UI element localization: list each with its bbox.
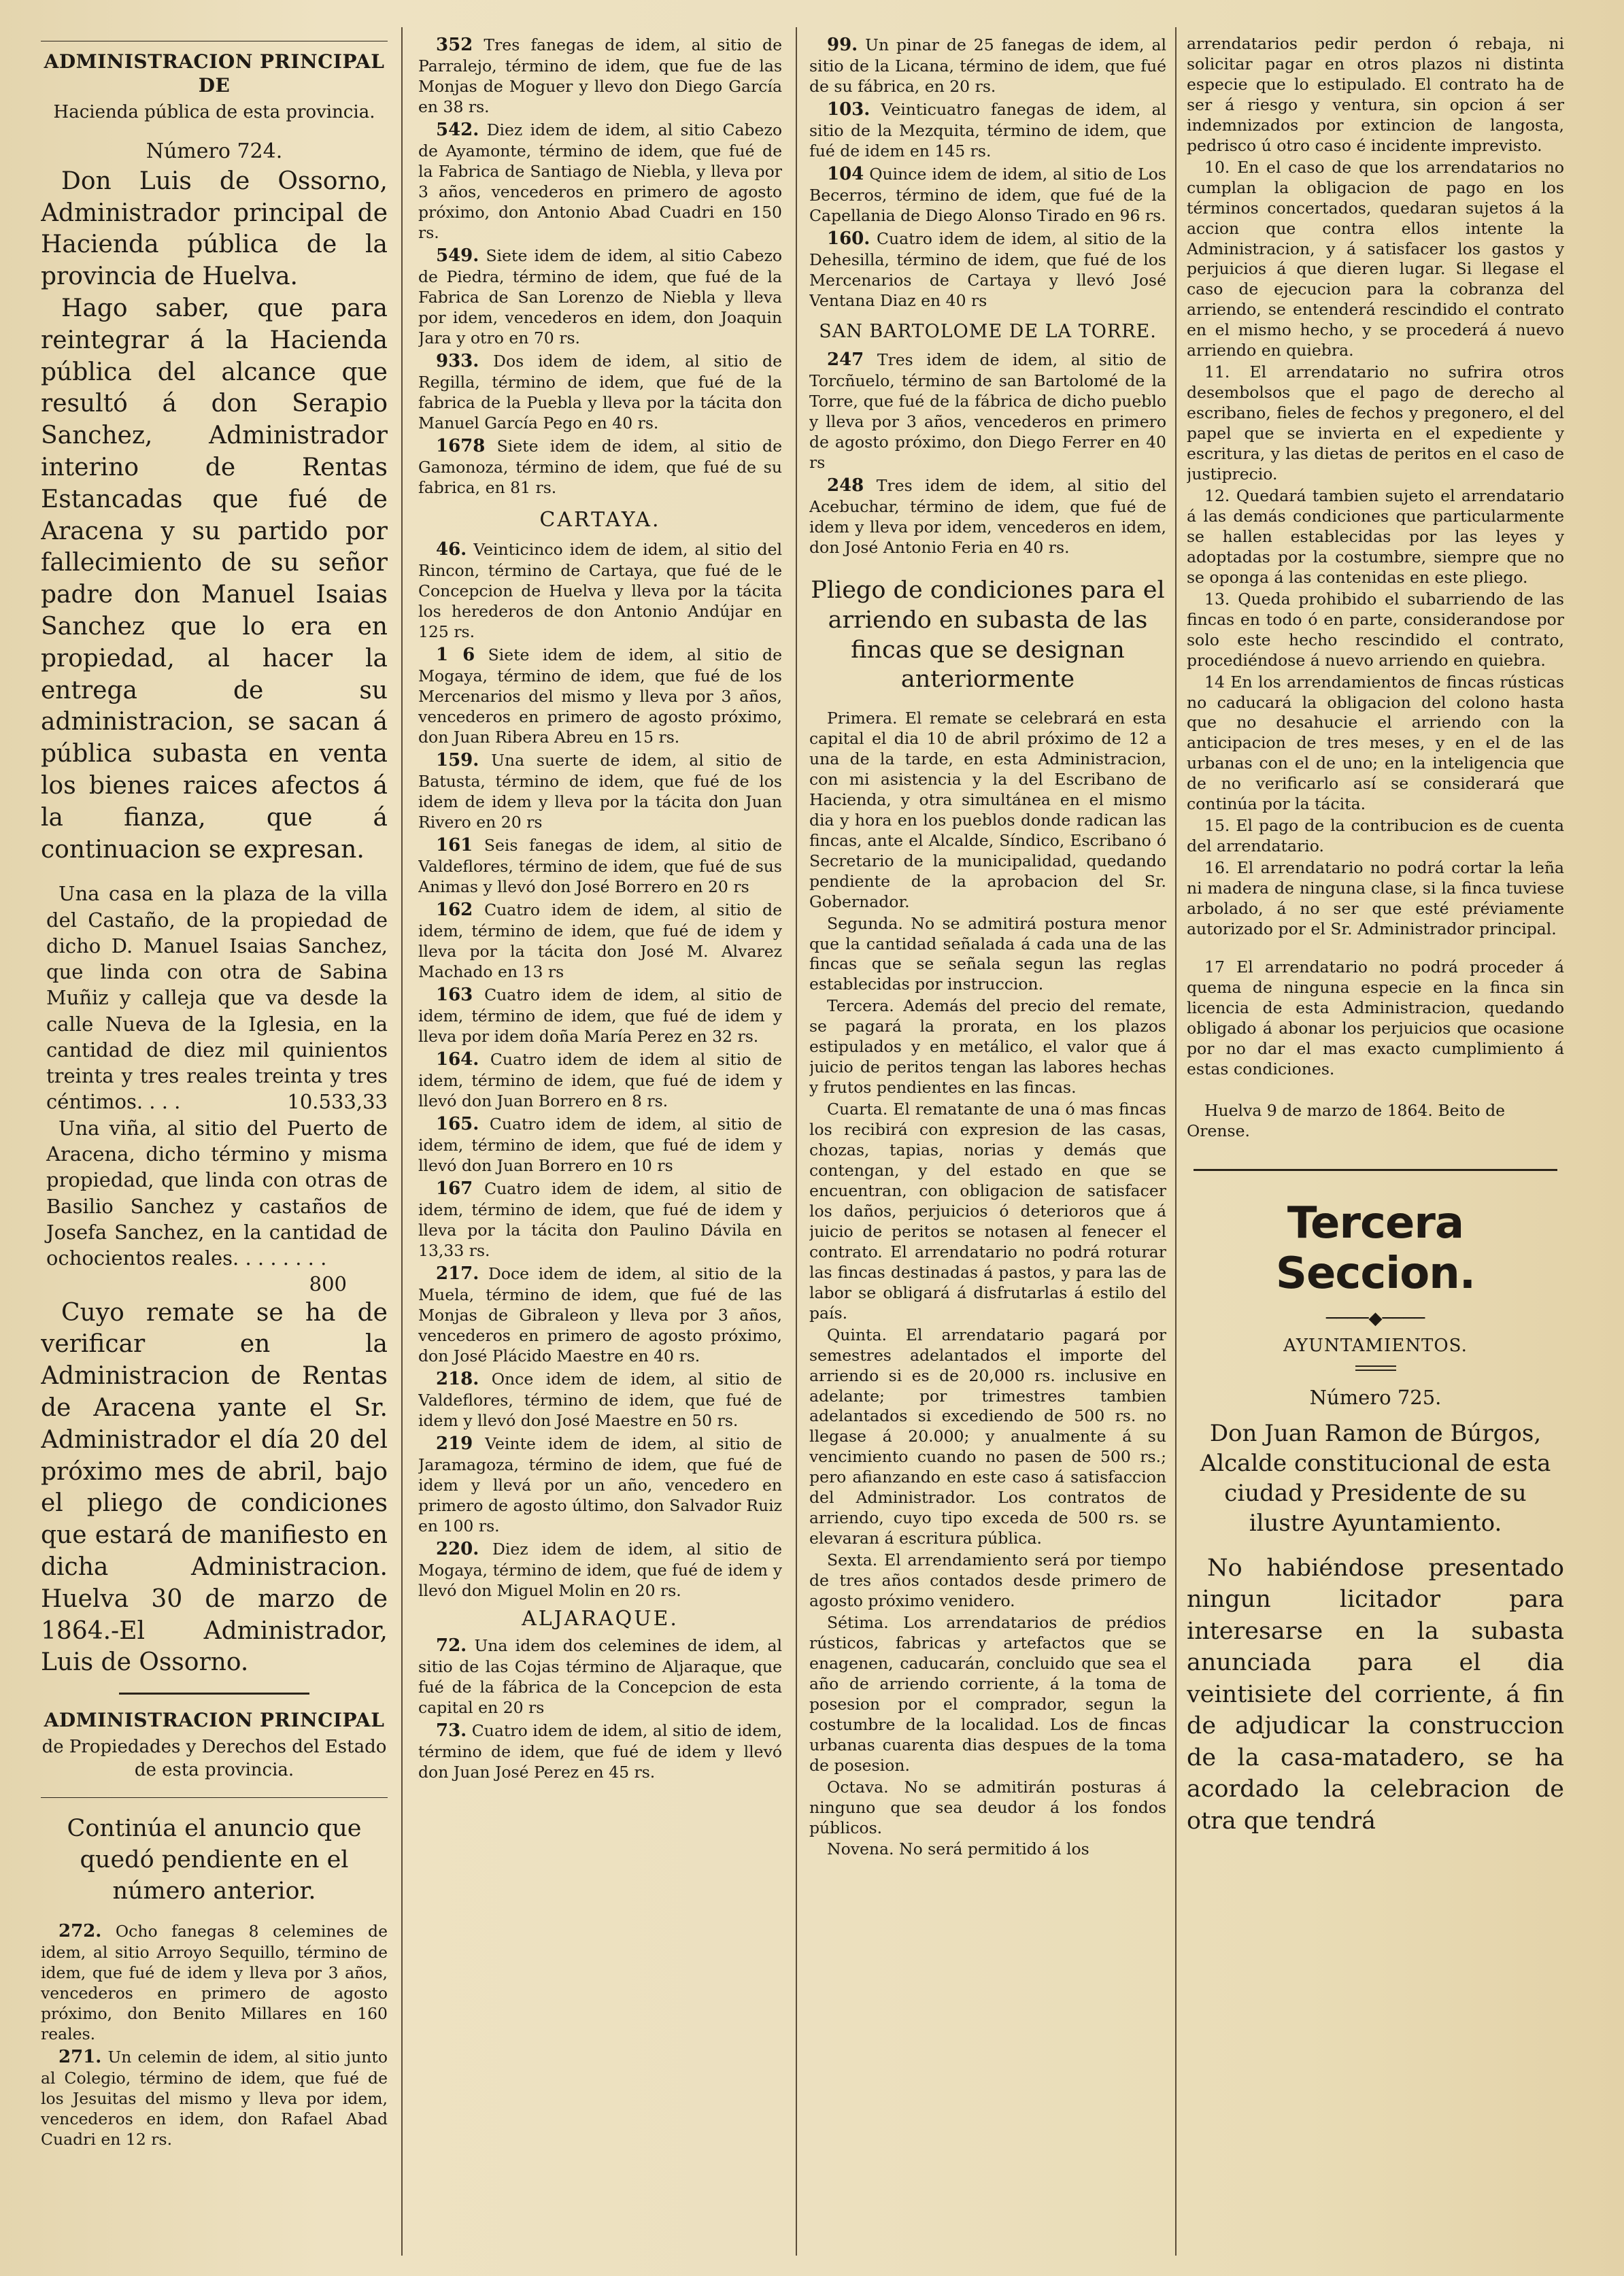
ornament: ────◆────	[1325, 1308, 1425, 1329]
lot-item: 161 Seis fanegas de idem, al sitio de Valdeflores, término de idem, que fué de sus Animas y llevó don José Borrero en 20 rs	[418, 834, 782, 896]
condition-item: Octava. No se admitirán posturas á ninguno que sea deudor á los fondos públicos.	[809, 1777, 1166, 1837]
lot-item: 271. Un celemin de idem, al sitio junto al Colegio, término de idem, que fué de los Jesuitas del mismo y lleva por idem, vencederos en idem, don Rafael Abad Cuadri en 12 rs.	[41, 2047, 388, 2150]
condition-continuation: arrendatarios pedir perdon ó rebaja, ni solicitar pagar en otros plazos ni distinta especie que lo estipulado. El contrato ha de ser á riesgo y ventura, sin opcion á ser indemnizados por extincion de langosta, pedrisco ú otro caso é incidente imprevisto.	[1187, 34, 1564, 155]
lot-item: 218. Once idem de idem, al sitio de Valdeflores, término de idem, que fué de idem y llevó don José Maestre en 50 rs.	[418, 1368, 782, 1431]
admin-heading: ADMINISTRACION PRINCIPAL DE	[44, 50, 385, 97]
lot-list	[809, 34, 1166, 311]
lot-item: 542. Diez idem de idem, al sitio Cabezo de Ayamonte, término de idem, que fué de la Fabrica de Santiago de Niebla, y lleva por 3 años, vencederos en primero de agosto próximo, don Antonio Abad Cuadri en 150 rs.	[418, 120, 782, 242]
lot-item: 352 Tres fanegas de idem, al sitio de Parralejo, término de idem, que fue de las Monjas de Moguer y llevo don Diego García en 38 rs.	[418, 35, 782, 117]
property-1: Una casa en la plaza de la villa del Castaño, de la propiedad de dicho D. Manuel Isaias Sanchez, que linda con otra de Sabina Muñiz y calleja que va desde la calle Nueva de la Iglesia, en la cantidad de diez mil quinientos treinta y tres reales treinta y tres céntimos. . . . 10.533,33	[46, 881, 388, 1115]
notice-intro: Don Luis de Ossorno, Administrador principal de Hacienda pública de la provincia de Huelva.	[41, 167, 388, 291]
lot-item: 162 Cuatro idem de idem, al sitio de idem, término de idem, que fué de idem y lleva por la tácita don José M. Alvarez Machado en 13 rs	[418, 899, 782, 981]
condition-item: Sétima. Los arrendatarios de prédios rústicos, fabricas y artefactos que se enagenen, caducarán, concluido que sea el año de arriendo corriente, á la toma de posesion por el comprador, segun la costumbre de la localidad. Los de fincas urbanas cuarenta dias despues de la toma de posesion.	[809, 1612, 1166, 1775]
notice-body: No habiéndose presentado ningun licitador para interesarse en la subasta anunciada para el dia veintisiete del corriente, á fin de adjudicar la construccion de la casa-matadero, se ha acordado la celebracion de otra que tendrá	[1187, 1554, 1564, 1835]
town-heading: SAN BARTOLOME DE LA TORRE.	[819, 321, 1157, 343]
lot-item: 159. Una suerte de idem, al sitio de Batusta, término de idem, que fué de los idem de idem y lleva por la tácita don Juan Rivero en 20 rs	[418, 749, 782, 832]
lot-item: 104 Quince idem de idem, al sitio de Los Becerros, término de idem, que fué de la Capellania de Diego Alonso Tirado en 96 rs.	[809, 164, 1166, 226]
section-rule	[1194, 1169, 1557, 1171]
lot-item: 163 Cuatro idem de idem, al sitio de idem, término de idem, que fué de idem y lleva por idem doña María Perez en 32 rs.	[418, 984, 782, 1046]
lot-item: 165. Cuatro idem de idem, al sitio de idem, término de idem, que fué de idem y llevó don Juan Borrero en 10 rs	[418, 1113, 782, 1176]
admin2-subheading: de Propiedades y Derechos del Estado de esta provincia.	[41, 1737, 387, 1780]
conditions-list	[1187, 34, 1564, 1080]
notice-number: Número 725.	[1309, 1385, 1442, 1409]
condition-item: 10. En el caso de que los arrendatarios no cumplan la obligacion de pago en los términos concertados, quedaran sujetos á la accion que contra ellos intente la Administracion, y á satisfacer los gastos y perjuicios á que dieren lugar. Si llegase el caso de ejecucion para la cobranza del arriendo, se entenderá rescindido el contrato en el mismo hecho, y se procederá á nuevo arriendo en quiebra.	[1187, 157, 1564, 360]
condition-item: Cuarta. El rematante de una ó mas fincas los recibirá con expresion de las casas, chozas, tapias, norias y demás que contengan, y del estado en que se encuentran, con obligacion de satisfacer los daños, perjuicios ó deterioros que á juicio de peritos se notasen al fenecer el contrato. El arrendatario no podrá roturar las fincas destinadas á pastos, y para las de labor se obligará á disfrutarlas á estilo del país.	[809, 1100, 1166, 1323]
column-2	[418, 34, 782, 1784]
property-1-value: 10.533,33	[287, 1090, 388, 1114]
lot-item: 217. Doce idem de idem, al sitio de la Muela, término de idem, que fué de las Monjas de Gibraleon y lleva por 3 años, vencederos en primero de agosto próximo, don José Plácido Maestre en 40 rs.	[418, 1263, 782, 1365]
condition-item: Novena. No será permitido á los	[827, 1839, 1089, 1859]
lot-item: 72. Una idem dos celemines de idem, al sitio de las Cojas término de Aljaraque, que fué de la fábrica de la Concepcion de esta capital en 20 rs	[418, 1635, 782, 1718]
pliego-title: Pliego de condiciones para el arriendo en subasta de las fincas que se designan anteriormente	[811, 577, 1165, 694]
condition-item: 16. El arrendatario no podrá cortar la leña ni madera de ninguna clase, si la finca tuviese arbolado, á no ser que esté préviamente autorizado por el Sr. Administrador principal.	[1187, 858, 1564, 938]
column-divider	[796, 27, 797, 2256]
lot-list	[809, 349, 1166, 558]
admin-subheading: Hacienda pública de esta provincia.	[53, 102, 375, 122]
lot-item: 164. Cuatro idem de idem al sitio de idem, término de idem, que fué de idem y llevó don Juan Borrero en 8 rs.	[418, 1049, 782, 1110]
condition-item: 13. Queda prohibido el subarriendo de las fincas en todo ó en parte, considerandose por solo este hecho rescindido el contrato, procediéndose á nuevo arriendo en quiebra.	[1187, 589, 1564, 670]
lot-list	[41, 1920, 388, 2150]
condition-item: 11. El arrendatario no sufrira otros desembolsos que el pago de derecho al escribano, fieles de fechos y pregonero, el del papel que se invierta en el expediente y escritura, y las dietas de peritos en el caso de justiprecio.	[1187, 362, 1564, 484]
column-divider	[401, 27, 403, 2256]
lot-item: 1678 Siete idem de idem, al sitio de Gamonoza, término de idem, que fué de su fabrica, en 81 rs.	[418, 435, 782, 497]
notice-intro: Don Juan Ramon de Búrgos, Alcalde constitucional de esta ciudad y Presidente de su ilustre Ayuntamiento.	[1200, 1419, 1551, 1538]
condition-item: Sexta. El arrendamiento será por tiempo de tres años contados desde primero de agosto próximo venidero.	[809, 1550, 1166, 1611]
column-4	[1187, 34, 1564, 1837]
signature: Huelva 9 de marzo de 1864. Beito de Orense.	[1187, 1100, 1506, 1141]
section-rule	[41, 1797, 388, 1798]
lot-item: 248 Tres idem de idem, al sitio del Acebuchar, término de idem, que fué de idem y lleva por idem, vencederos en idem, don José Antonio Feria en 40 rs.	[809, 475, 1166, 558]
condition-item: 12. Quedará tambien sujeto el arrendatario á las demás condiciones que particularmente se hallen establecidas por las leyes y adoptadas por la costumbre, siempre que no se oponga á las contenidas en este pliego.	[1187, 486, 1564, 587]
double-rule	[1355, 1365, 1396, 1371]
notice-closing: Cuyo remate se ha de verificar en la Administracion de Rentas de Aracena yante el Sr. Administrador el día 20 del próximo mes de abril, bajo el pliego de condiciones que estará de manifiesto en dicha Administracion. Huelva 30 de marzo de 1864.-El Administrador, Luis de Ossorno.	[41, 1298, 388, 1677]
lot-item: 220. Diez idem de idem, al sitio de Mogaya, término de idem, que fué de idem y llevó don Miguel Molin en 20 rs.	[418, 1538, 782, 1601]
lot-item: 247 Tres idem de idem, al sitio de Torcñuelo, término de san Bartolomé de la Torre, que fué de la fábrica de dicho pueblo y lleva por 3 años, vencederos en primero de agosto próximo, don Diego Ferrer en 40 rs	[809, 350, 1166, 473]
lot-list	[418, 539, 782, 1601]
column-divider	[1175, 27, 1177, 2256]
lot-item: 73. Cuatro idem de idem, al sitio de idem, término de idem, que fué de idem y llevó don Juan José Perez en 45 rs.	[418, 1720, 782, 1782]
town-heading: CARTAYA.	[539, 507, 661, 532]
continua-notice: Continúa el anuncio que quedó pendiente en el número anterior.	[67, 1814, 362, 1905]
column-3	[809, 34, 1166, 1861]
condition-item: Primera. El remate se celebrará en esta capital el dia 10 de abril próximo de 12 a una de la tarde, en esta Administracion, con mi asistencia y la del Escribano de Hacienda, y otra simultánea en el mismo dia y hora en los pueblos donde radican las fincas, ante el Alcalde, Síndico, Escribano ó Secretario de la municipalidad, quedando pendiente de la aprobacion del Sr. Gobernador.	[809, 709, 1166, 911]
admin2-heading: ADMINISTRACION PRINCIPAL	[44, 1709, 385, 1732]
notice-body: Hago saber, que para reintegrar á la Hacienda pública del alcance que resultó á don Serapio Sanchez, Administrador interino de Rentas Estancadas que fué de Aracena y su partido por fallecimiento de su señor padre don Manuel Isaias Sanchez que lo era en propiedad, al hacer la entrega de su administracion, se sacan á pública subasta en venta los bienes raices afectos á la fianza, que á continuacion se expresan.	[41, 294, 388, 864]
conditions-list	[809, 709, 1166, 1860]
property-list	[41, 881, 388, 1296]
section-title: Tercera Seccion.	[1275, 1198, 1476, 1299]
lot-item: 549. Siete idem de idem, al sitio Cabezo de Piedra, término de idem, que fué de la Fabrica de San Lorenzo de Niebla y lleva por idem, vencederos en idem, don Joaquin Jara y otro en 70 rs.	[418, 245, 782, 347]
condition-item: Segunda. No se admitirá postura menor que la cantidad señalada á cada una de las fincas que se señala segun las reglas establecidas por instruccion.	[809, 913, 1166, 994]
lot-item: 1 6 Siete idem de idem, al sitio de Mogaya, término de idem, que fué de los Mercenarios del mismo y lleva por 3 años, vencederos en primero de agosto próximo, don Juan Ribera Abreu en 15 rs.	[418, 644, 782, 747]
condition-item: 14 En los arrendamientos de fincas rústicas no caducará la obligacion del colono hasta que no desahucie el arriendo con la anticipacion de tres meses, y en el de las urbanas con el de uno; en la inteligencia que de no verificarlo así se considerará que continúa por la tácita.	[1187, 672, 1564, 814]
notice-number: Número 724.	[146, 139, 283, 163]
lot-item: 46. Veinticinco idem de idem, al sitio del Rincon, término de Cartaya, que fué de le Concepcion de Huelva y lleva por la tácita los herederos de don Antonio Andújar en 125 rs.	[418, 539, 782, 641]
subsection-title: AYUNTAMIENTOS.	[1283, 1335, 1468, 1356]
section-rule	[119, 1693, 310, 1695]
condition-item: 15. El pago de la contribucion es de cuenta del arrendatario.	[1187, 816, 1564, 856]
lot-item: 160. Cuatro idem de idem, al sitio de la Dehesilla, término de idem, que fué de los Mercenarios de Cartaya y llevó José Ventana Diaz en 40 rs	[809, 228, 1166, 311]
lot-item: 272. Ocho fanegas 8 celemines de idem, al sitio Arroyo Sequillo, término de idem, que fué de idem y lleva por 3 años, vencederos en primero de agosto próximo, don Benito Millares en 160 reales.	[41, 1921, 388, 2044]
lot-item: 99. Un pinar de 25 fanegas de idem, al sitio de la Licana, término de idem, que fué de su fábrica, en 20 rs.	[809, 35, 1166, 97]
town-heading: ALJARAQUE.	[522, 1607, 679, 1631]
lot-item: 219 Veinte idem de idem, al sitio de Jaramagoza, término de idem, que fué de idem y llevá por un año, vencedero en primero de agosto último, don Salvador Ruiz en 100 rs.	[418, 1433, 782, 1535]
condition-item: Quinta. El arrendatario pagará por semestres adelantados el importe del arriendo si es de 20,000 rs. inclusive en adelante; por trimestres tambien adelantados si excediendo de 500 rs. no llegase á 20.000; y anualmente á su vencimiento cuando no pasen de 500 rs.; pero afianzando en este caso á satisfaccion del Administrador. Los contratos de arriendo, cuyo tipo exceda de 500 rs. se elevaran á escritura pública.	[809, 1325, 1166, 1548]
lot-list	[418, 1635, 782, 1783]
column-1	[41, 34, 388, 2152]
lot-item: 103. Veinticuatro fanegas de idem, al sitio de la Mezquita, término de idem, que fué de idem en 145 rs.	[809, 99, 1166, 161]
property-2: Una viña, al sitio del Puerto de Aracena, dicho término y misma propiedad, que linda con otras de Basilio Sanchez y castaños de Josefa Sanchez, en la cantidad de ochocientos reales. . . . . . . . 800	[46, 1115, 388, 1272]
lot-item: 933. Dos idem de idem, al sitio de Regilla, término de idem, que fué de la fabrica de la Puebla y lleva por la tácita don Manuel García Pego en 40 rs.	[418, 350, 782, 432]
property-2-value: 800	[309, 1272, 347, 1296]
condition-item: Tercera. Además del precio del remate, se pagará la prorata, en los plazos estipulados y en metálico, el valor que á juicio de peritos tengan las labores hechas y frutos pendientes en las fincas.	[809, 996, 1166, 1098]
lot-list	[418, 34, 782, 498]
lot-item: 167 Cuatro idem de idem, al sitio de idem, término de idem, que fué de idem y lleva por la tácita don Paulino Dávila en 13,33 rs.	[418, 1178, 782, 1261]
condition-item: 17 El arrendatario no podrá proceder á quema de ninguna especie en la finca sin licencia de esta Administracion, quedando obligado á abonar los perjuicios que ocasione por no dar el mas exacto cumplimiento á estas condiciones.	[1187, 957, 1564, 1078]
